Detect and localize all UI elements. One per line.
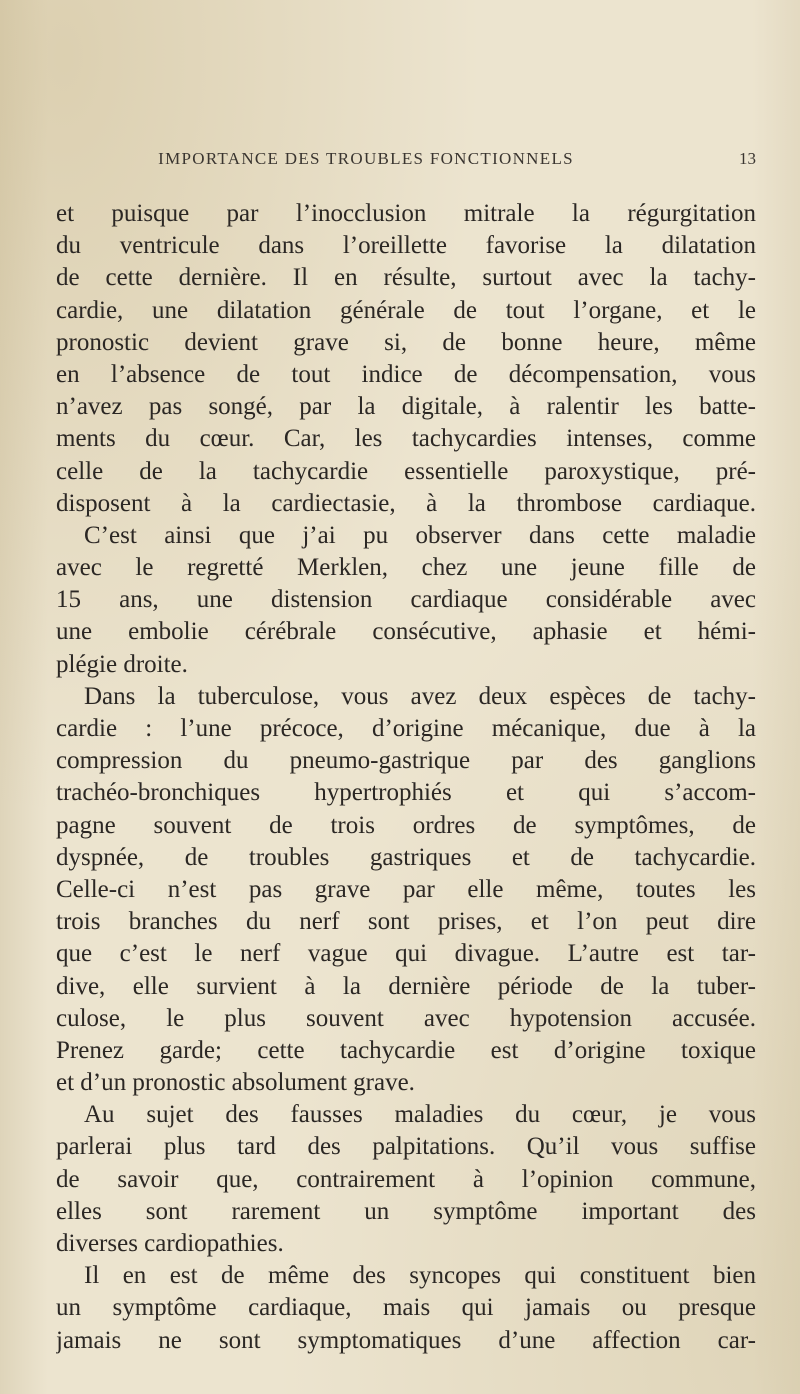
text-line: culose, le plus souvent avec hypotension accusée.	[56, 1004, 756, 1032]
text-line: pagne souvent de trois ordres de symptômes, de	[56, 811, 756, 839]
text-line: dyspnée, de troubles gastriques et de tachycardie.	[56, 843, 756, 871]
text-line: celle de la tachycardie essentielle paroxystique, pré-	[56, 457, 756, 485]
text-line: Au sujet des fausses maladies du cœur, je vous	[84, 1101, 756, 1129]
text-line: en l’absence de tout indice de décompensation, vous	[56, 360, 756, 388]
text-line: un symptôme cardiaque, mais qui jamais ou presque	[56, 1294, 756, 1322]
text-line: compression du pneumo-gastrique par des ganglions	[56, 747, 756, 775]
text-line: que c’est le nerf vague qui divague. L’autre est tar-	[56, 940, 756, 968]
text-line: trois branches du nerf sont prises, et l’on peut dire	[56, 908, 756, 936]
text-line: Prenez garde; cette tachycardie est d’origine toxique	[56, 1036, 756, 1064]
text-line: dive, elle survient à la dernière période de la tuber-	[56, 972, 756, 1000]
text-line: Il en est de même des syncopes qui constituent bien	[84, 1262, 756, 1290]
text-line: du ventricule dans l’oreillette favorise la dilatation	[56, 232, 756, 260]
text-line: 15 ans, une distension cardiaque considérable avec	[56, 586, 756, 614]
running-title: IMPORTANCE DES TROUBLES FONCTIONNELS	[158, 149, 574, 168]
text-line: elles sont rarement un symptôme important des	[56, 1197, 756, 1225]
body-text	[56, 198, 756, 1357]
text-line: jamais ne sont symptomatiques d’une affection car-	[56, 1326, 756, 1354]
text-line: de savoir que, contrairement à l’opinion commune,	[56, 1165, 756, 1193]
text-line: diverses cardiopathies.	[56, 1230, 284, 1257]
text-line: C’est ainsi que j’ai pu observer dans cette maladie	[84, 521, 756, 549]
page-number: 13	[739, 149, 756, 168]
text-line: et puisque par l’inocclusion mitrale la régurgitation	[56, 200, 756, 227]
text-line: Dans la tuberculose, vous avez deux espèces de tachy-	[84, 682, 756, 710]
text-line: et d’un pronostic absolument grave.	[56, 1069, 415, 1097]
text-line: pronostic devient grave si, de bonne heure, même	[56, 328, 756, 356]
text-line: n’avez pas songé, par la digitale, à ralentir les batte-	[56, 393, 756, 421]
text-line: cardie, une dilatation générale de tout l’organe, et le	[56, 296, 756, 324]
text-line: parlerai plus tard des palpitations. Qu’il vous suffise	[56, 1133, 756, 1161]
text-line: une embolie cérébrale consécutive, aphasie et hémi-	[56, 618, 756, 646]
text-line: Celle-ci n’est pas grave par elle même, toutes les	[56, 875, 756, 903]
text-line: ments du cœur. Car, les tachycardies intenses, comme	[56, 425, 756, 453]
running-head	[56, 149, 756, 171]
text-line: avec le regretté Merklen, chez une jeune fille de	[56, 554, 756, 582]
text-line: disposent à la cardiectasie, à la thrombose cardiaque.	[56, 489, 756, 517]
text-line: plégie droite.	[56, 650, 188, 678]
text-line: trachéo-bronchiques hypertrophiés et qui s’accom-	[56, 779, 756, 807]
text-line: de cette dernière. Il en résulte, surtout avec la tachy-	[56, 264, 756, 292]
text-line: cardie : l’une précoce, d’origine mécanique, due à la	[56, 715, 756, 742]
